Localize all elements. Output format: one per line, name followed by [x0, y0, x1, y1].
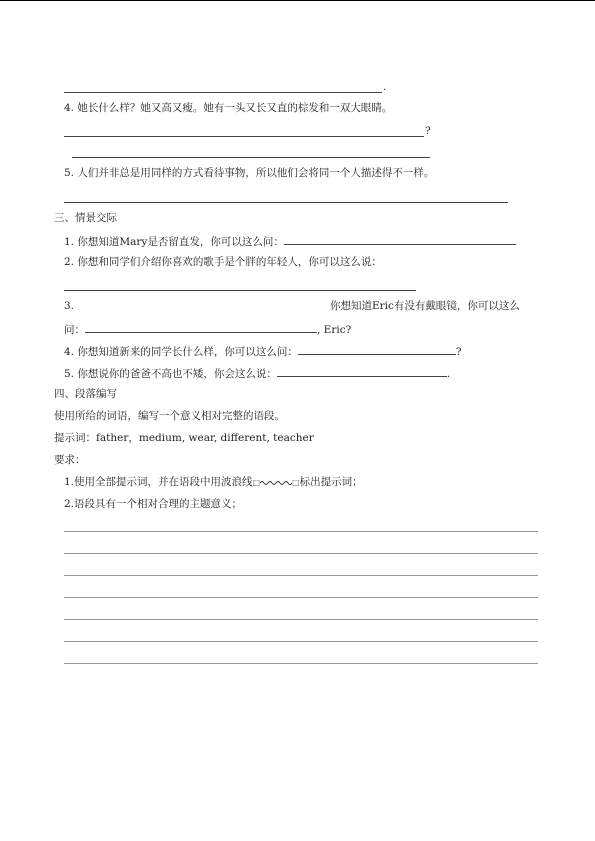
s4-req-1-text-b: 标出提示词； — [299, 476, 363, 488]
writing-line-6[interactable] — [64, 641, 538, 642]
prev-end-mark: . — [383, 81, 387, 93]
s3-item-2: 2. 你想和同学们介绍你喜欢的歌手是个胖的年轻人，你可以这么说： — [64, 256, 382, 268]
writing-line-1[interactable] — [64, 531, 538, 532]
section-3-title: 三、情景交际 — [54, 212, 117, 224]
answer-line-q4[interactable] — [64, 136, 424, 137]
box-glyph-left: □ — [252, 478, 261, 487]
s4-requirement-2: 2.语段具有一个相对合理的主题意义； — [64, 498, 243, 510]
s3-item-5 — [64, 365, 450, 381]
question-4: 4. 她长什么样？她又高又瘦。她有一头又长又直的棕发和一双大眼睛。 — [64, 102, 393, 114]
writing-line-4[interactable] — [64, 597, 538, 598]
s3-item-3-num: 3. — [64, 300, 75, 312]
s3-item-4 — [64, 343, 462, 359]
s4-req-1-text-a: 1.使用全部提示词，并在语段中用波浪线 — [64, 476, 253, 488]
s3-item-1-text: 1. 你想知道Mary是否留直发，你可以这么问： — [64, 236, 284, 248]
writing-line-7[interactable] — [64, 663, 538, 664]
s3-item-3-cont — [64, 321, 351, 337]
s3-item-1 — [64, 233, 516, 249]
s3-item-3-prefix: 问： — [64, 324, 85, 336]
writing-line-5[interactable] — [64, 619, 538, 620]
s4-requirement-1 — [64, 475, 363, 490]
header-rule — [0, 0, 595, 1]
s3-item-3-text: 你想知道Eric有没有戴眼镜，你可以这么 — [330, 300, 520, 312]
writing-line-2[interactable] — [64, 553, 538, 554]
s4-hint: 提示词：father，medium, wear, different, teacher — [54, 432, 314, 444]
question-5: 5. 人们并非总是用同样的方式看待事物，所以他们会将同一个人描述得不一样。 — [64, 167, 435, 179]
s3-item-1-blank[interactable] — [284, 233, 516, 245]
s3-item-3-suffix: , Eric? — [317, 324, 352, 336]
s3-item-4-end: ? — [455, 346, 462, 358]
section-4-title: 四、段落编写 — [54, 388, 117, 400]
q4-end-mark: ? — [425, 125, 431, 137]
s3-item-4-blank[interactable] — [298, 343, 456, 355]
wavy-underline-icon — [260, 475, 292, 485]
s3-item-5-text: 5. 你想说你的爸爸不高也不矮，你会这么说： — [64, 368, 277, 380]
answer-line-prev[interactable] — [64, 92, 382, 93]
s3-item-5-blank[interactable] — [277, 365, 447, 377]
s4-requirements-title: 要求： — [54, 454, 86, 466]
s4-instruction: 使用所给的词语，编写一个意义相对完整的语段。 — [54, 410, 285, 422]
s3-item-5-end: . — [446, 368, 451, 380]
box-glyph-right: □ — [292, 478, 300, 487]
s3-item-4-text: 4. 你想知道新来的同学长什么样，你可以这么问： — [64, 346, 298, 358]
writing-line-3[interactable] — [64, 575, 538, 576]
s3-item-3-blank[interactable] — [85, 321, 317, 333]
answer-line-q5[interactable] — [64, 202, 508, 203]
s3-item-2-line[interactable] — [64, 290, 416, 291]
answer-line-q4-extra[interactable] — [72, 157, 430, 158]
